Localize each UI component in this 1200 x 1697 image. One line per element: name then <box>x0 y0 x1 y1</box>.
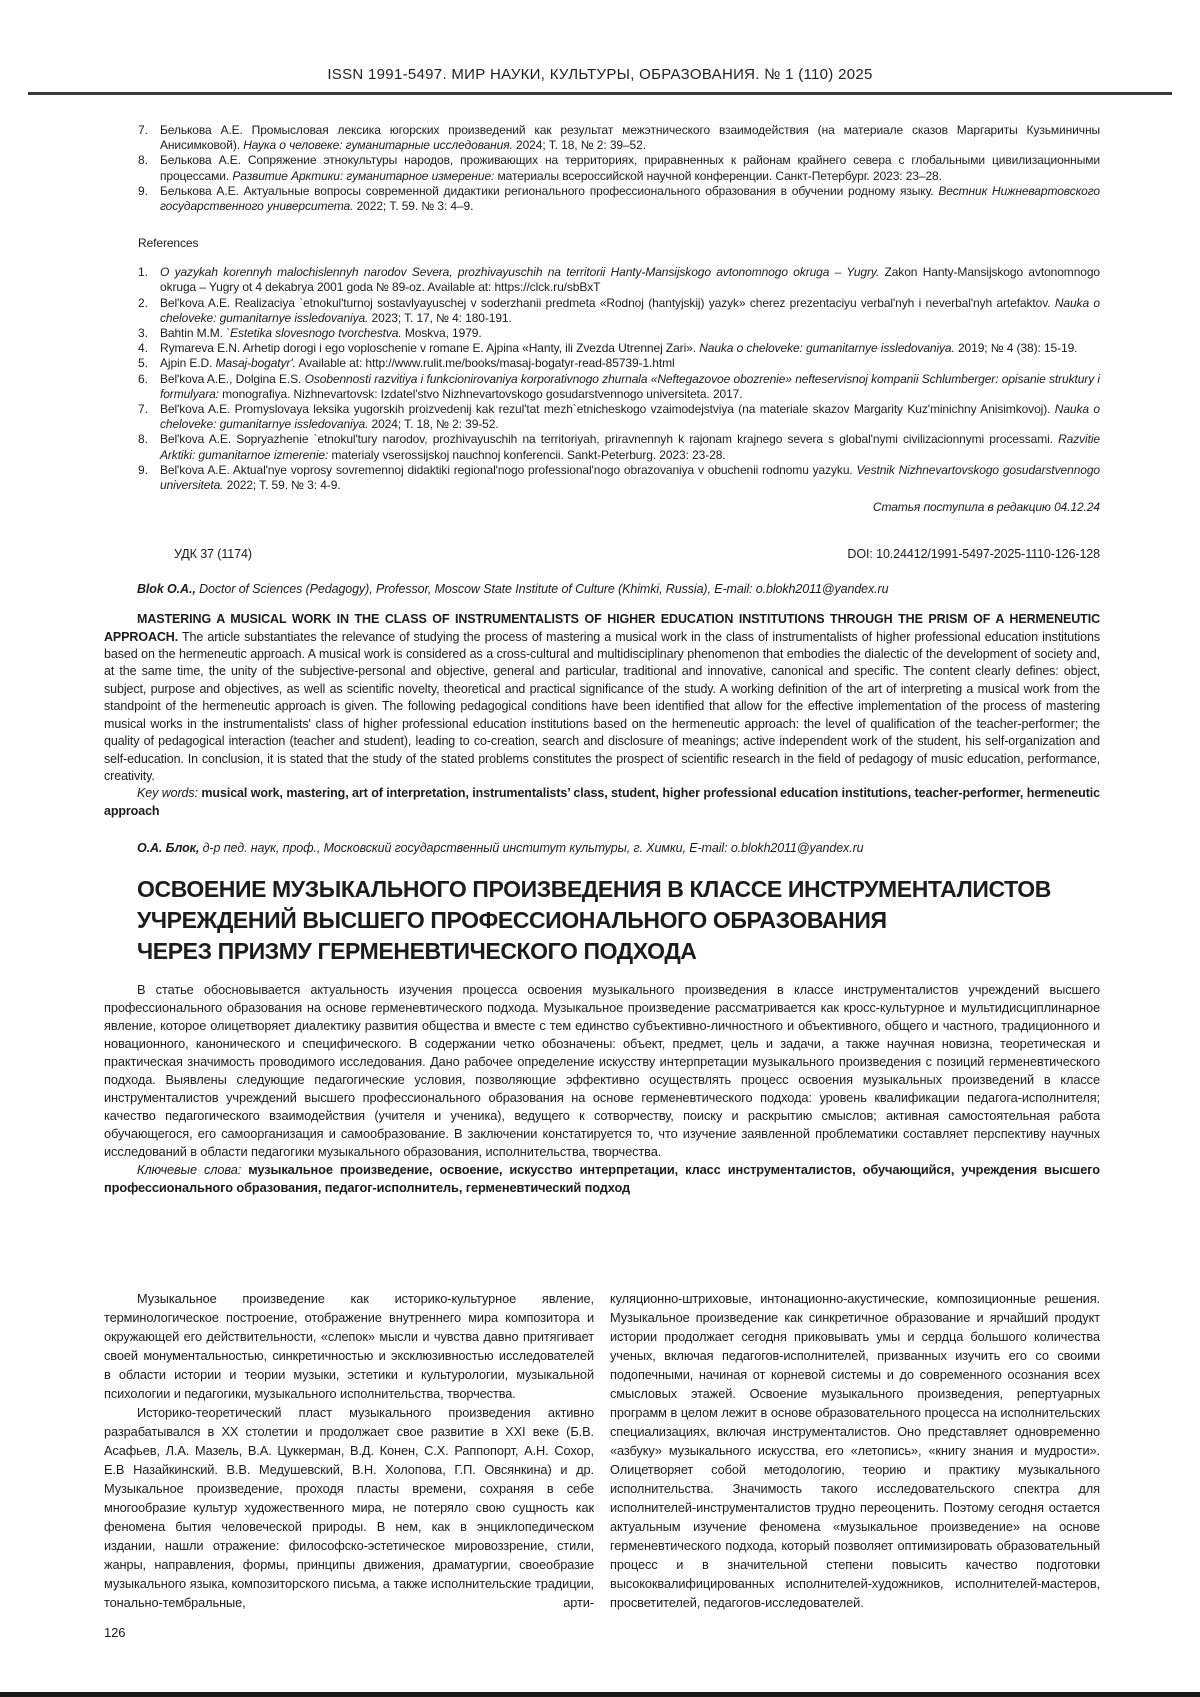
reference-item <box>104 372 1100 402</box>
page-header <box>0 0 1200 83</box>
body-paragraph: куляционно-штриховые, интонационно-акустические, композиционные решения. Музыкальное произведение как синкретичное образование и ярчайший продукт истории продолжает сегодня приковывать умы и сердца большого количества ученых, включая педагогов-исполнителей, призванных изучить его со своими подопечными, начиная от корневой системы и до современного осознания всех смысловых этажей. Освоение музыкального произведения, репертуарных программ в целом лежит в основе образовательного процесса на исполнительских специализациях, включая инструменталистов. Оно представляет одновременно «азбуку» музыкального искусства, его «летопись», «книгу знания и мудрости». Олицетворяет собой методологию, теорию и практику музыкального исполнительства. Значимость такого исследовательского спектра для исполнителей-инструменталистов трудно переоценить. Поэтому сегодня остается актуальным изучение феномена «музыкальное произведение» на основе герменевтического подхода, который позволяет оптимизировать образовательный процесс и в значительной степени повысить качество подготовки высококвалифицированных исполнителей-художников, исполнителей-мастеров, просветителей, педагогов-исследователей. <box>610 1291 1100 1611</box>
reference-text: Белькова А.Е. Промысловая лексика югорских произведений как результат межэтнического взаимодействия (на материале сказов Маргариты Кузьминичны Анисимковой). Наука о человеке: гуманитарные исследования. 2024; Т. 18, № 2: 39–52. <box>160 123 1100 153</box>
reference-text: Ajpin E.D. Masaj-bogatyr'. Available at: http://www.rulit.me/books/masaj-bogatyr-read-85739-1.html <box>160 356 675 371</box>
reference-item <box>104 265 1100 295</box>
reference-item <box>104 432 1100 462</box>
author-affiliation-en: Doctor of Sciences (Pedagogy), Professor, Moscow State Institute of Culture (Khimki, Russia), E-mail: o.blokh2011@yandex.ru <box>195 582 889 597</box>
article-title-ru <box>137 874 1100 967</box>
reference-number: 1. <box>138 265 148 280</box>
reference-item <box>104 356 1100 371</box>
reference-text: Bel'kova A.E., Dolgina E.S. Osobennosti razvitiya i funkcionirovaniya korporativnogo zhurnala «Neftegazovoe obozrenie» nefteservisnoj kompanii Schlumberger: opisanie struktury i formulyara: monografiya. Nizhnevartovsk: Izdatel'stvo Nizhnevartovskogo gosudarstvennogo universiteta. 2017. <box>160 371 1100 401</box>
page-number: 126 <box>104 1625 126 1641</box>
received-note: Статья поступила в редакцию 04.12.24 <box>872 500 1100 515</box>
scan-edge <box>0 1692 1200 1697</box>
reference-text: Bel'kova A.E. Sopryazhenie `etnokul'tury narodov, prozhivayuschih na territoriyah, priravnennyh k rajonam krajnego severa s global'nymi civilizacionnymi processami. Razvitie Arktiki: gumanitarnoe izmerenie: materialy vserossijskoj nauchnoj konferencii. Sankt-Peterburg. 2023: 23-28. <box>160 432 1100 462</box>
keywords-ru <box>104 1161 1100 1197</box>
reference-text: Bel'kova A.E. Aktual'nye voprosy sovremennoj didaktiki regional'nogo professional'nogo obrazovaniya v obuchenii rodnomu yazyku. Vestnik Nizhnevartovskogo gosudarstvennogo universiteta. 2022; T. 59. № 3: 4-9. <box>160 462 1100 493</box>
bibliography-item <box>104 184 1100 214</box>
reference-number: 6. <box>138 371 148 386</box>
journal-title: ISSN 1991-5497. МИР НАУКИ, КУЛЬТУРЫ, ОБРАЗОВАНИЯ. № 1 (110) 2025 <box>327 66 873 83</box>
reference-number: 5. <box>138 356 148 371</box>
reference-text: Белькова А.Е. Актуальные вопросы современной дидактики регионального профессионального образования в обучении родному языку. Вестник Нижневартовского государственного университета. 2022; Т. 59. № 3: 4–9. <box>160 183 1100 214</box>
abstract-en-body: MASTERING A MUSICAL WORK IN THE CLASS OF INSTRUMENTALISTS OF HIGHER EDUCATION INSTITUTIONS THROUGH THE PRISM OF A HERMENEUTIC APPROACH. The article substantiates the relevance of studying the process of mastering a musical work in the class of instrumentalists of higher professional education institutions based on the hermeneutic approach. A musical work is considered as a cross-cultural and multidisciplinary phenomenon that embodies the dialectic of the development of society and, at the same time, the unity of the subjective-personal and objective, general and particular, traditional and innovative, canonical and specific. The content clearly defines: object, subject, purpose and objectives, as well as scientific novelty, theoretical and practical significance of the study. A working definition of the art of interpreting a musical work from the standpoint of the hermeneutic approach is given. The following pedagogical conditions have been identified that allow for the effective implementation of the process of mastering musical works in the instrumentalists' class of higher professional education institutions based on the hermeneutic approach: the level of qualification of the teacher-performer; the quality of pedagogical interaction (teacher and student), leading to co-creation, search and disclosure of meanings; active independent work of the student, his self-organization and self-education. In conclusion, it is stated that the study of the stated problems constitutes the prospect of scientific research in the field of pedagogy of music education, performance, creativity. <box>104 612 1100 783</box>
references-heading: References <box>138 236 199 251</box>
header-rule <box>28 92 1172 95</box>
author-name-ru: О.А. Блок, <box>137 841 200 856</box>
author-line-ru <box>104 841 1100 855</box>
reference-item <box>104 402 1100 432</box>
reference-item <box>104 341 1100 356</box>
reference-item <box>104 296 1100 326</box>
keywords-en-text: musical work, mastering, art of interpretation, instrumentalists’ class, student, higher professional education institutions, teacher-performer, hermeneutic approach <box>104 786 1100 818</box>
keywords-ru-label: Ключевые слова: <box>137 1162 242 1178</box>
meta-row <box>104 547 1100 561</box>
reference-number: 8. <box>138 153 148 168</box>
body-paragraph: Музыкальное произведение как историко-культурное явление, терминологическое построение, отображение внутреннего мира композитора и окружающей его действительности, «слепок» мысли и чувства давно притягивает своей монументальностью, синкретичностью и эксклюзивностью исследователей в области истории и теории музыки, эстетики и культурологии, музыкальной психологии и педагогики, музыкального исполнительства, творчества. <box>104 1291 594 1402</box>
udk-label: УДК 37 (1174) <box>174 547 252 562</box>
title-line-1: ОСВОЕНИЕ МУЗЫКАЛЬНОГО ПРОИЗВЕДЕНИЯ В КЛАССЕ ИНСТРУМЕНТАЛИСТОВ <box>137 876 1051 903</box>
reference-text: Bahtin M.M. `Estetika slovesnogo tvorchestva. Moskva, 1979. <box>160 326 482 341</box>
abstract-ru-body: В статье обосновывается актуальность изучения процесса освоения музыкального произведения в классе инструменталистов учреждений высшего профессионального образования на основе герменевтического подхода. Музыкальное произведение рассматривается как кросс-культурное и мультидисциплинарное явление, которое олицетворяет диалектику развития общества и вместе с тем единство субъективно-личностного и объективного, общего и частного, традиционного и новационного, канонического и специфического. В содержании четко обозначены: объект, предмет, цель и задачи, а также научная новизна, теоретическая и практическая значимость проводимого исследования. Дано рабочее определение искусству интерпретации музыкального произведения с позиций герменевтического подхода. Выявлены следующие педагогические условия, позволяющие эффективно осуществлять процесс освоения музыкальных произведений в классе инструменталистов учреждений высшего профессионального образования на основе герменевтического подхода: уровень квалификации педагога-исполнителя; качество педагогического взаимодействия (учителя и ученика), ведущего к сотворчеству, поиску и раскрытию смыслов; активная самостоятельная работа обучающегося, его самоорганизация и самообразование. В заключении констатируется то, что изучение заявленной проблематики составляет перспективу научных исследований в области педагогики музыкального образования, исполнительства, творчества. <box>104 982 1100 1160</box>
reference-text: O yazykah korennyh malochislennyh narodov Severa, prozhivayuschih na territorii Hanty-Mansijskogo avtonomnogo okruga – Yugry. Zakon Hanty-Mansijskogo avtonomnogo okruga – Yugry ot 4 dekabrya 2001 goda № 89-oz. Available at: https://clck.ru/sbBxT <box>160 265 1100 295</box>
reference-text: Bel'kova A.E. Realizaciya `etnokul'turnoj sostavlyayuschej v soderzhanii predmeta «Rodnoj (hantyjskij) yazyk» cherez prezentaciyu verbal'nyh i neverbal'nyh artefaktov. Nauka o cheloveke: gumanitarnye issledovaniya. 2023; T. 17, № 4: 180-191. <box>160 295 1100 325</box>
reference-text: Rymareva E.N. Arhetip dorogi i ego voploschenie v romane E. Ajpina «Hanty, ili Zvezda Utrennej Zari». Nauka o cheloveke: gumanitarnye issledovaniya. 2019; № 4 (38): 15-19. <box>160 341 1078 356</box>
reference-number: 4. <box>138 341 148 356</box>
keywords-en <box>104 785 1100 820</box>
bibliography-item <box>104 123 1100 153</box>
keywords-en-label: Key words: <box>137 786 198 801</box>
bibliography-item <box>104 153 1100 183</box>
reference-number: 9. <box>138 183 148 198</box>
author-name-en: Blok O.A., <box>137 582 196 597</box>
references-list <box>104 265 1100 493</box>
column-left <box>104 1289 594 1612</box>
reference-item <box>104 463 1100 493</box>
column-right <box>610 1289 1100 1612</box>
keywords-ru-text: музыкальное произведение, освоение, искусство интерпретации, класс инструменталистов, обучающийся, учреждения высшего профессионального образования, педагог-исполнитель, герменевтический подход <box>104 1162 1100 1196</box>
title-line-2: УЧРЕЖДЕНИЙ ВЫСШЕГО ПРОФЕССИОНАЛЬНОГО ОБРАЗОВАНИЯ <box>137 907 887 934</box>
reference-number: 3. <box>138 326 148 341</box>
author-affiliation-ru: д-р пед. наук, проф., Московский государственный институт культуры, г. Химки, E-mail: o.blokh2011@yandex.ru <box>199 841 864 856</box>
title-line-3: ЧЕРЕЗ ПРИЗМУ ГЕРМЕНЕВТИЧЕСКОГО ПОДХОДА <box>137 938 697 965</box>
reference-text: Bel'kova A.E. Promyslovaya leksika yugorskih proizvedenij kak rezul'tat mezh`etnicheskogo vzaimodejstviya (na materiale skazov Margarity Kuz'minichny Anisimkovoj). Nauka o cheloveke: gumanitarnye issledovaniya. 2024; T. 18, № 2: 39-52. <box>160 402 1100 432</box>
body-columns <box>104 1289 1100 1612</box>
reference-text: Белькова А.Е. Сопряжение этнокультуры народов, проживающих на территориях, приравненных к районам крайнего севера с глобальными цивилизационными процессами. Развитие Арктики: гуманитарное измерение: материалы всероссийской научной конференции. Санкт-Петербург. 2023: 23–28. <box>160 153 1100 183</box>
reference-number: 8. <box>138 432 148 447</box>
reference-number: 2. <box>138 295 148 310</box>
abstract-en <box>104 611 1100 820</box>
page-content <box>0 123 1200 1640</box>
reference-number: 7. <box>138 402 148 417</box>
body-paragraph: Историко-теоретический пласт музыкального произведения активно разрабатывался в XX столетии и продолжает свое развитие в XXI веке (Б.В. Асафьев, Л.А. Мазель, В.А. Цуккерман, В.Д. Конен, С.Х. Раппопорт, А.Н. Сохор, Е.В Назайкинский. В.В. Медушевский, В.Н. Холопова, Г.П. Овсянкина) и др. Музыкальное произведение, проходя пласты времени, сохраняя в себе многообразие культур художественного мира, не потеряло свою сущность как феномена бытия человеческой природы. В нем, как в энциклопедическом издании, нашли отражение: философско-эстетическое мировоззрение, стили, жанры, направления, формы, принципы движения, драматургии, своеобразие музыкального языка, композиторского письма, а также исполнительские традиции, тонально-тембральные, арти- <box>104 1405 594 1611</box>
bibliography-list-ru <box>104 123 1100 214</box>
reference-item <box>104 326 1100 341</box>
abstract-ru <box>104 981 1100 1197</box>
author-line-en <box>104 582 1100 596</box>
doi-label: DOI: 10.24412/1991-5497-2025-1110-126-128 <box>847 547 1100 562</box>
reference-number: 9. <box>138 462 148 477</box>
reference-number: 7. <box>138 123 148 137</box>
